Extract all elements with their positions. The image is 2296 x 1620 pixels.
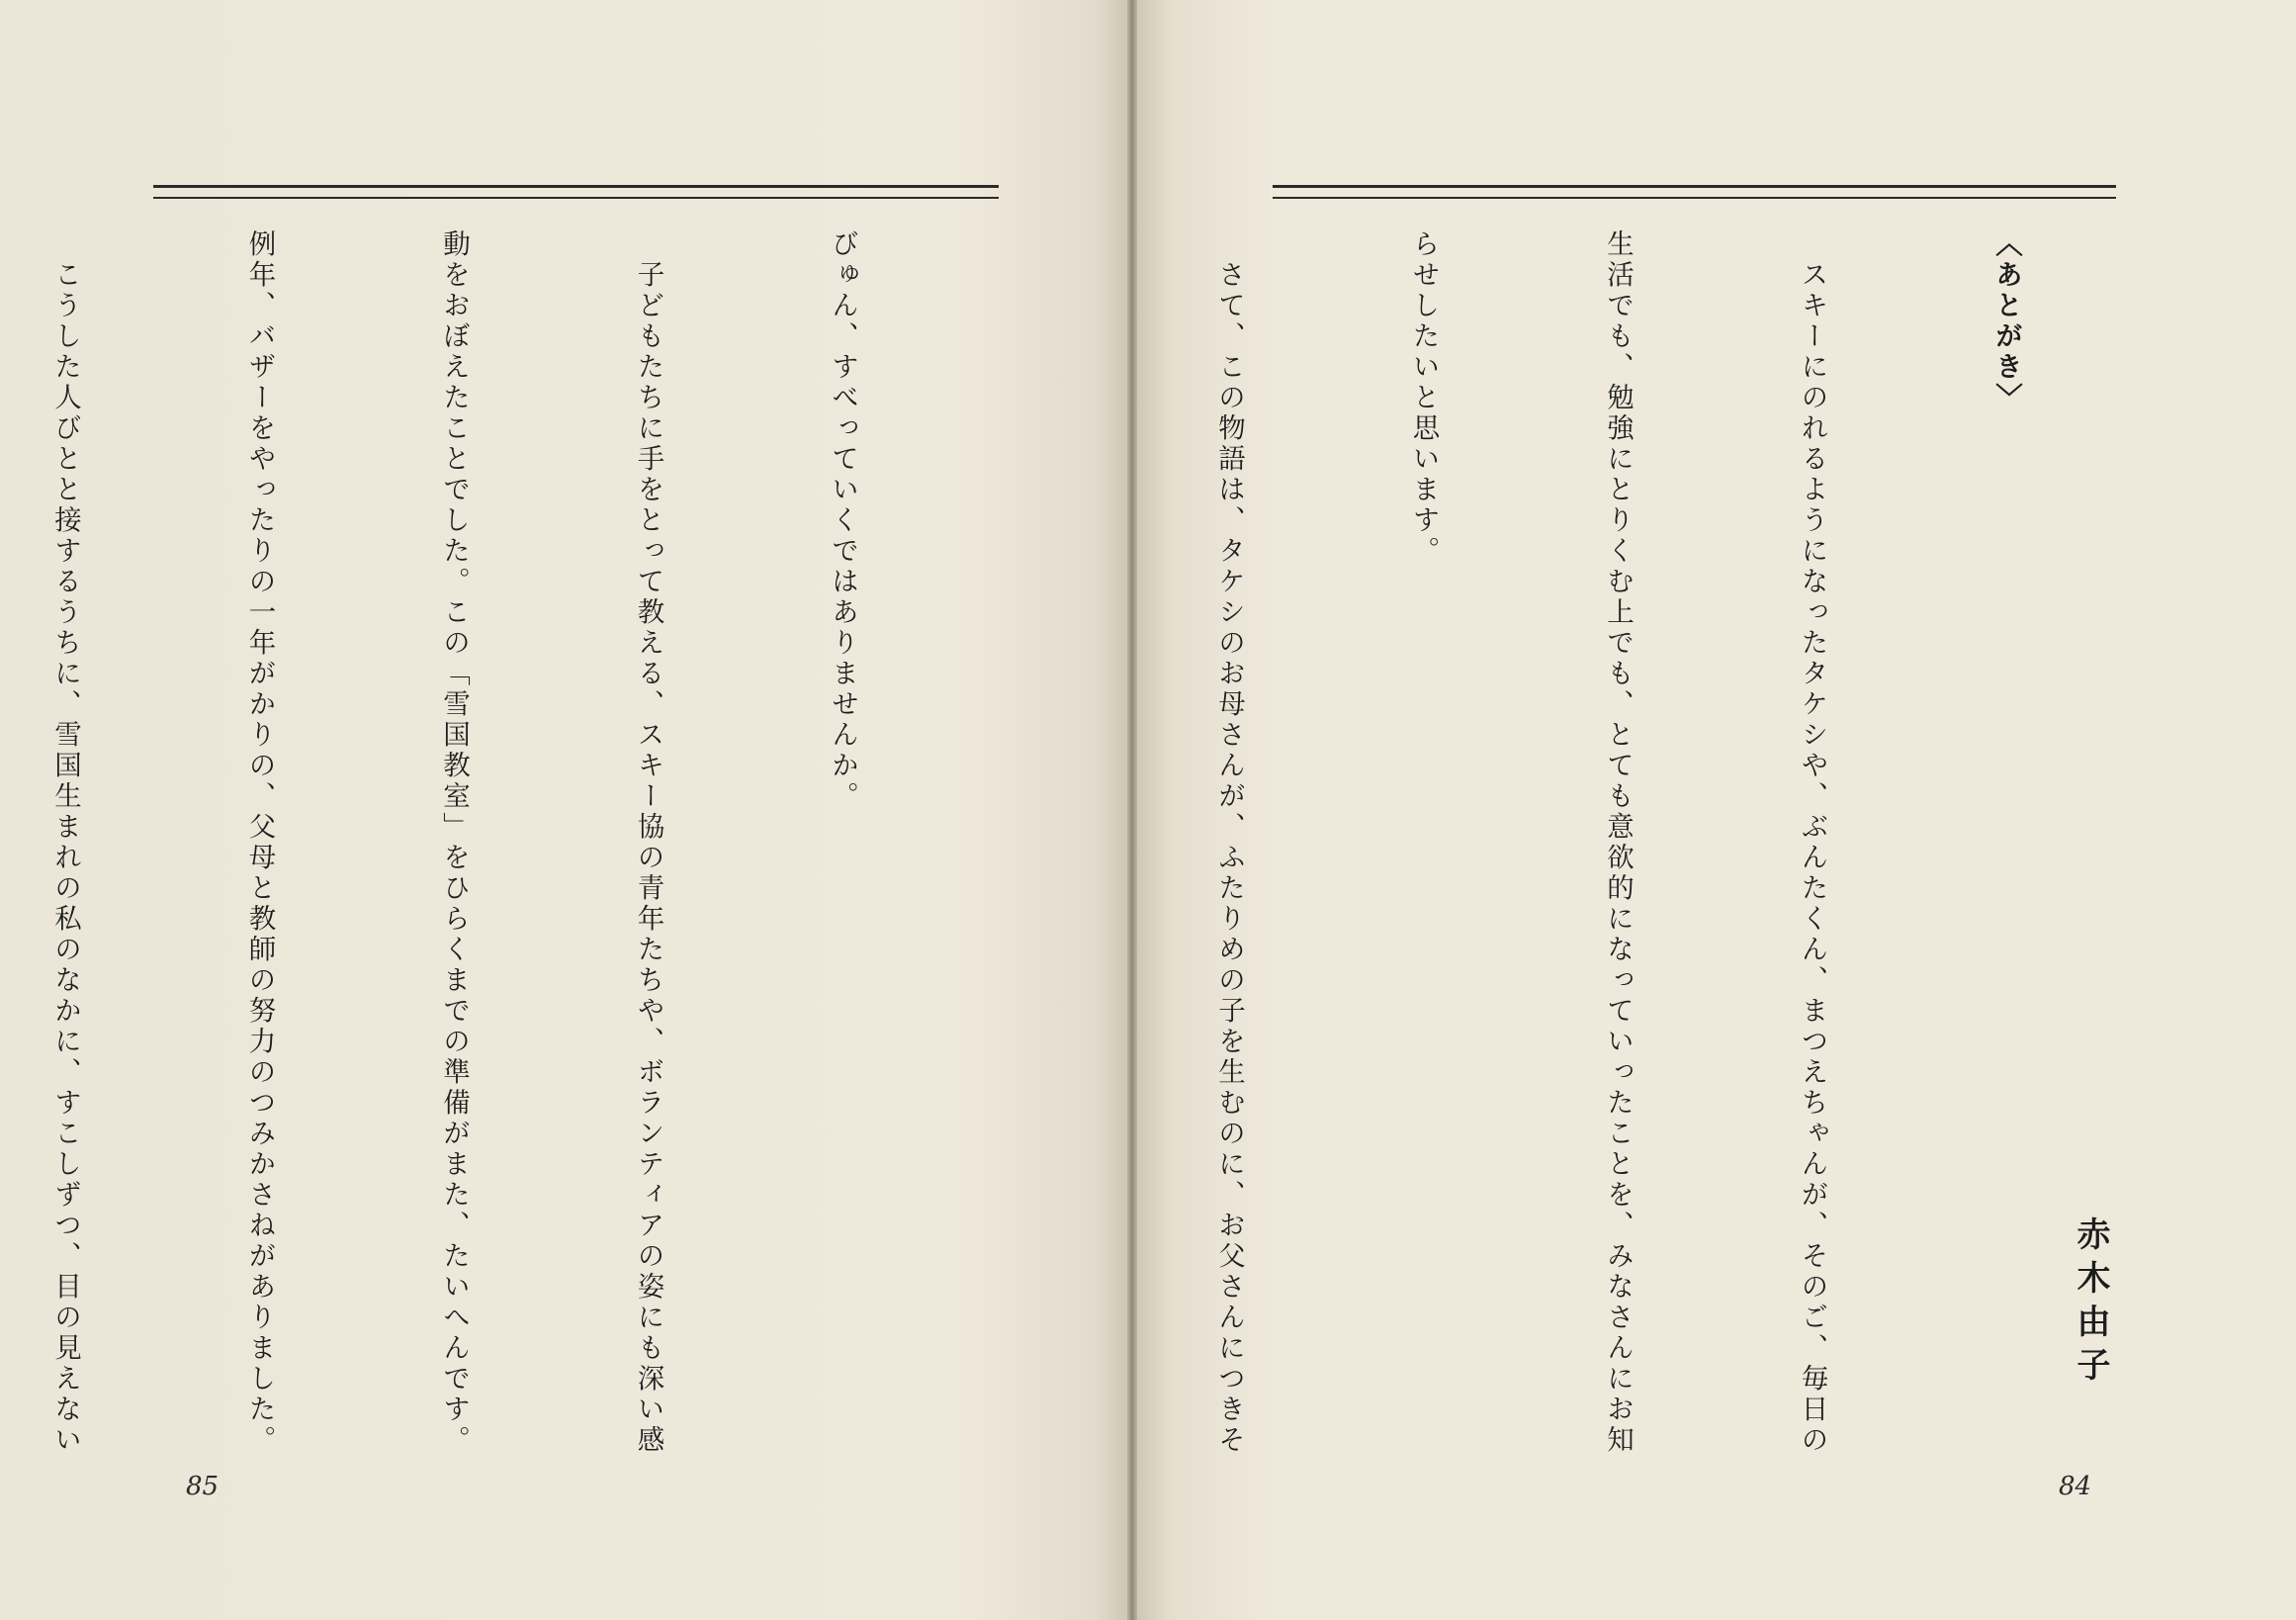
book-gutter (1127, 0, 1137, 1620)
left-page (0, 0, 1127, 1620)
text-column: 動をおぼえたことでした。この「雪国教室」をひらくまでの準備がまた、たいへんです。 (438, 229, 470, 1456)
text-column: こうした人びとと接するうちに、雪国生まれの私のなかに、すこしずつ、目の見えない (49, 229, 81, 1456)
text-column: らせしたいと思います。 (1407, 229, 1440, 567)
section-heading: 〈あとがき〉 (1990, 229, 2022, 413)
text-column: 生活でも、勉強にとりくむ上でも、とても意欲的になっていったことを、みなさんにお知 (1602, 229, 1634, 1456)
text-column: びゅん、すべっていくではありませんか。 (827, 229, 858, 812)
body-text (0, 229, 1004, 1456)
page-number: 85 (186, 1472, 220, 1501)
text-column: さて、この物語は、タケシのお母さんが、ふたりめの子を生むのに、お父さんにつきそ (1213, 229, 1245, 1456)
body-text (1137, 229, 2167, 1456)
top-rule (1273, 185, 2116, 199)
text-column: 例年、バザーをやったりの一年がかりの、父母と教師の努力のつみかさねがありました。 (243, 229, 276, 1456)
text-column: スキーにのれるようになったタケシや、ぶんたくん、まつえちゃんが、そのご、毎日の (1796, 229, 1828, 1456)
text-column: 子どもたちに手をとって教える、スキー協の青年たちや、ボランティアの姿にも深い感 (632, 229, 664, 1456)
right-page (1137, 0, 2296, 1620)
author-name: 赤木由子 (2071, 1216, 2110, 1391)
top-rule (153, 185, 999, 199)
page-number: 84 (2059, 1472, 2092, 1501)
